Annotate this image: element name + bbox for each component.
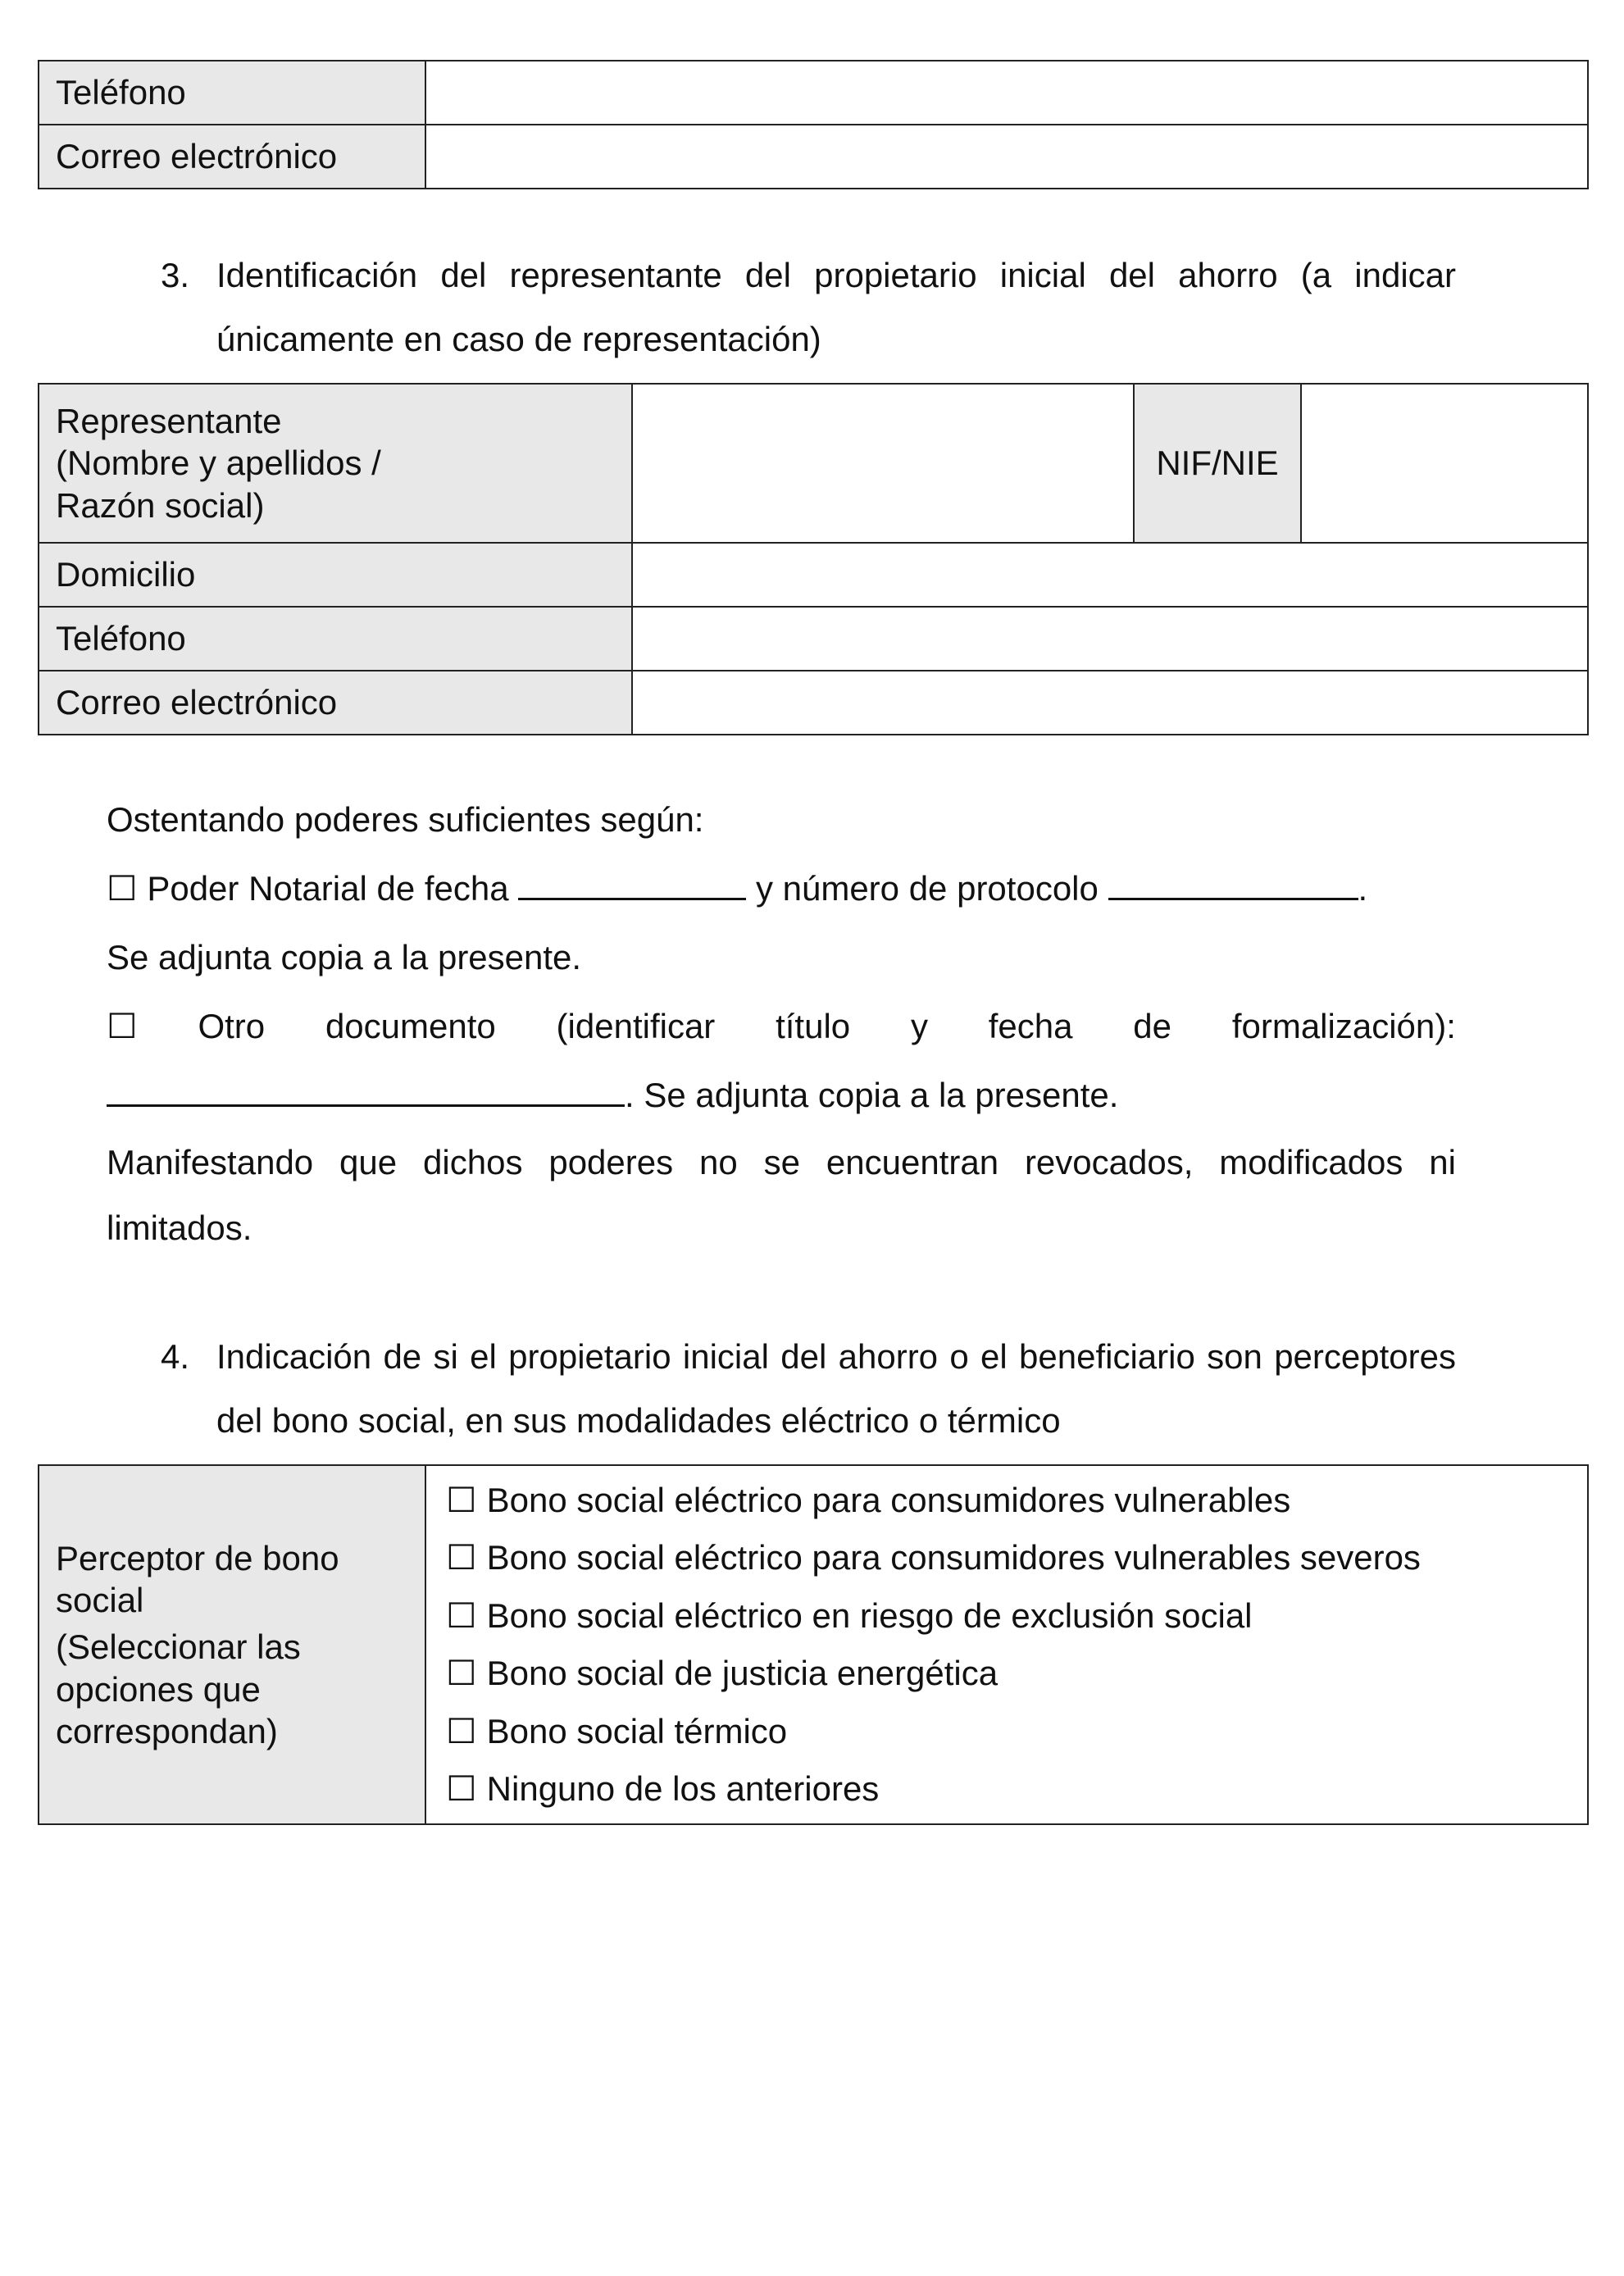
section-number: 3. xyxy=(161,256,190,294)
email-label: Correo electrónico xyxy=(39,125,425,189)
nif-nie-field[interactable] xyxy=(1301,384,1588,543)
rep-email-field[interactable] xyxy=(632,671,1588,735)
bono-option-label: Bono social eléctrico para consumidores vulnerables xyxy=(486,1480,1291,1519)
bono-checkbox[interactable]: ☐ xyxy=(446,1480,477,1519)
section-title: Indicación de si el propietario inicial del ahorro o el beneficiario son perceptores del bono social, en sus modalidades eléctrico o térmico xyxy=(216,1337,1456,1440)
section-3-heading xyxy=(161,244,1456,371)
other-word: de xyxy=(1133,1007,1172,1045)
other-word: (identificar xyxy=(556,1007,716,1045)
email-field[interactable] xyxy=(425,125,1588,189)
bono-options xyxy=(425,1465,1588,1824)
bono-label xyxy=(39,1465,425,1824)
bono-option-label: Bono social eléctrico para consumidores vulnerables severos xyxy=(486,1538,1421,1577)
protocol-label: y número de protocolo xyxy=(755,869,1099,908)
list-item[interactable] xyxy=(446,1760,1571,1819)
rep-phone-field[interactable] xyxy=(632,607,1588,671)
representative-label-line2: (Nombre y apellidos / Razón social) xyxy=(56,444,381,525)
table-row xyxy=(39,671,1588,735)
table-row xyxy=(39,1465,1588,1824)
table-row xyxy=(39,607,1588,671)
other-word: fecha xyxy=(988,1007,1073,1045)
bono-checkbox[interactable]: ☐ xyxy=(446,1538,477,1577)
table-row xyxy=(39,543,1588,607)
notarial-power-line xyxy=(107,854,1456,923)
other-word: formalización): xyxy=(1231,1007,1456,1045)
other-document-blank[interactable] xyxy=(107,1068,625,1107)
table-row xyxy=(39,125,1588,189)
bono-checkbox[interactable]: ☐ xyxy=(446,1595,477,1635)
contact-table xyxy=(38,60,1589,189)
notarial-date-blank[interactable] xyxy=(518,862,746,900)
list-item[interactable] xyxy=(446,1587,1571,1646)
other-word: documento xyxy=(325,1007,496,1045)
phone-field[interactable] xyxy=(425,61,1588,125)
bono-option-list xyxy=(446,1472,1571,1819)
bono-label-line1: Perceptor de bono social xyxy=(56,1538,339,1620)
other-document-line xyxy=(107,992,1456,1061)
other-attached-text: . Se adjunta copia a la presente. xyxy=(625,1076,1119,1114)
other-word: Otro xyxy=(198,1007,266,1045)
address-field[interactable] xyxy=(632,543,1588,607)
section-title: Identificación del representante del propietario inicial del ahorro (a indicar únicamente en caso de representación) xyxy=(216,256,1456,358)
rep-phone-label: Teléfono xyxy=(39,607,632,671)
other-word: título xyxy=(776,1007,851,1045)
section-4-heading xyxy=(161,1325,1456,1453)
representative-name-field[interactable] xyxy=(632,384,1134,543)
list-item[interactable] xyxy=(446,1703,1571,1761)
table-row xyxy=(39,61,1588,125)
representative-label-line1: Representante xyxy=(56,402,282,441)
bono-checkbox[interactable]: ☐ xyxy=(446,1711,477,1750)
nif-nie-label: NIF/NIE xyxy=(1134,384,1301,543)
other-document-blank-line xyxy=(107,1061,1456,1130)
bono-label-line2: (Seleccionar las opciones que correspondan) xyxy=(56,1627,301,1750)
rep-email-label: Correo electrónico xyxy=(39,671,632,735)
phone-label: Teléfono xyxy=(39,61,425,125)
representative-table xyxy=(38,383,1589,735)
representative-label xyxy=(39,384,632,543)
bono-option-label: Bono social de justicia energética xyxy=(486,1654,999,1692)
bono-option-label: Bono social eléctrico en riesgo de exclusión social xyxy=(486,1595,1253,1635)
notarial-line-end: . xyxy=(1358,869,1368,908)
list-item[interactable] xyxy=(446,1645,1571,1703)
list-item[interactable] xyxy=(446,1529,1571,1587)
powers-section xyxy=(107,785,1456,1261)
notarial-date-label: Poder Notarial de fecha xyxy=(147,869,509,908)
section-number: 4. xyxy=(161,1337,190,1376)
list-item[interactable] xyxy=(446,1472,1571,1530)
powers-closing: Manifestando que dichos poderes no se encuentran revocados, modificados ni limitados. xyxy=(107,1143,1456,1247)
bono-checkbox[interactable]: ☐ xyxy=(446,1654,477,1692)
bono-social-table xyxy=(38,1464,1589,1825)
bono-option-label: Bono social térmico xyxy=(486,1711,788,1750)
powers-intro: Ostentando poderes suficientes según: xyxy=(107,800,704,839)
bono-checkbox[interactable]: ☐ xyxy=(446,1769,477,1808)
protocol-number-blank[interactable] xyxy=(1108,862,1358,900)
address-label: Domicilio xyxy=(39,543,632,607)
other-word: y xyxy=(910,1007,928,1045)
notarial-attached-text: Se adjunta copia a la presente. xyxy=(107,938,582,976)
bono-option-label: Ninguno de los anteriores xyxy=(486,1769,880,1808)
table-row xyxy=(39,384,1588,543)
notarial-checkbox[interactable]: ☐ xyxy=(107,869,138,908)
other-checkbox[interactable]: ☐ xyxy=(107,1007,138,1045)
